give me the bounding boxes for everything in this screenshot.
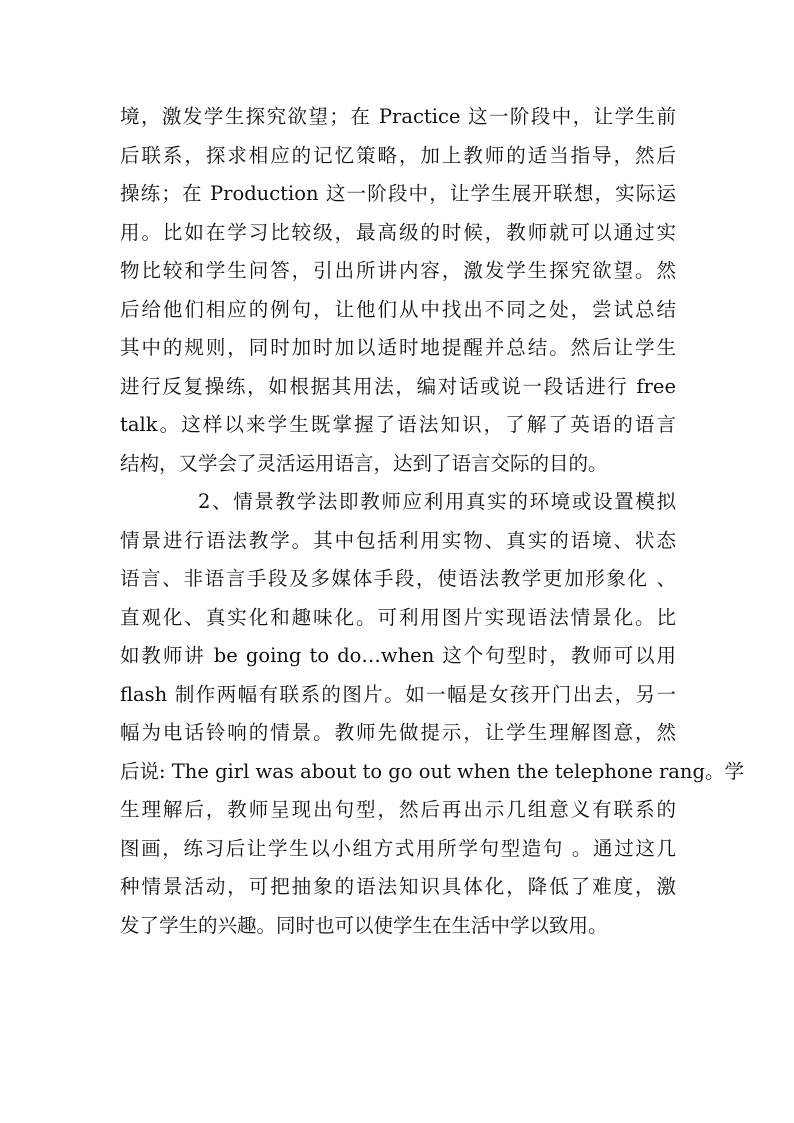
text-line: 进行反复操练，如根据其用法，编对话或说一段话进行 free — [120, 374, 676, 398]
paragraph-1 — [120, 98, 676, 483]
document-body — [120, 98, 744, 945]
text-line: 用。比如在学习比较级，最高级的时候，教师就可以通过实 — [120, 220, 676, 244]
text-line: 后给他们相应的例句，让他们从中找出不同之处，尝试总结 — [120, 297, 676, 321]
text-line: 幅为电话铃响的情景。教师先做提示，让学生理解图意，然 — [120, 721, 676, 744]
text-line: 操练；在 Production 这一阶段中，让学生展开联想，实际运 — [120, 182, 676, 205]
text-line: 如教师讲 be going to do…when 这个句型时，教师可以用 — [120, 644, 676, 667]
text-line: 生理解后，教师呈现出句型，然后再出示几组意义有联系的 — [120, 798, 676, 821]
text-line: 情景进行语法教学。其中包括利用实物、真实的语境、状态 — [120, 528, 676, 552]
text-line: talk。这样以来学生既掌握了语法知识，了解了英语的语言 — [120, 413, 676, 436]
text-line: 发了学生的兴趣。同时也可以使学生在生活中学以致用。 — [120, 913, 608, 937]
text-line: 语言、非语言手段及多媒体手段，使语法教学更加形象化 、 — [120, 567, 676, 590]
text-line: 其中的规则，同时加时加以适时地提醒并总结。然后让学生 — [120, 336, 676, 359]
text-line: 结构，又学会了灵活运用语言，达到了语言交际的目的。 — [120, 451, 608, 475]
text-line: 种情景活动，可把抽象的语法知识具体化，降低了难度，激 — [120, 875, 676, 898]
paragraph-2 — [120, 483, 744, 945]
text-line: flash 制作两幅有联系的图片。如一幅是女孩开门出去，另一 — [120, 682, 676, 706]
text-line: 直观化、真实化和趣味化。可利用图片实现语法情景化。比 — [120, 605, 676, 629]
text-line: 后说: The girl was about to go out when the telephone rang。学 — [120, 759, 744, 783]
text-line: 图画，练习后让学生以小组方式用所学句型造句 。通过这几 — [120, 836, 676, 860]
text-line: 物比较和学生问答，引出所讲内容，激发学生探究欲望。然 — [120, 259, 676, 282]
text-line: 2、情景教学法即教师应利用真实的环境或设置模拟 — [198, 490, 676, 513]
text-line: 境，激发学生探究欲望；在 Practice 这一阶段中，让学生前 — [120, 105, 676, 128]
text-line: 后联系，探求相应的记忆策略，加上教师的适当指导，然后 — [120, 143, 676, 167]
